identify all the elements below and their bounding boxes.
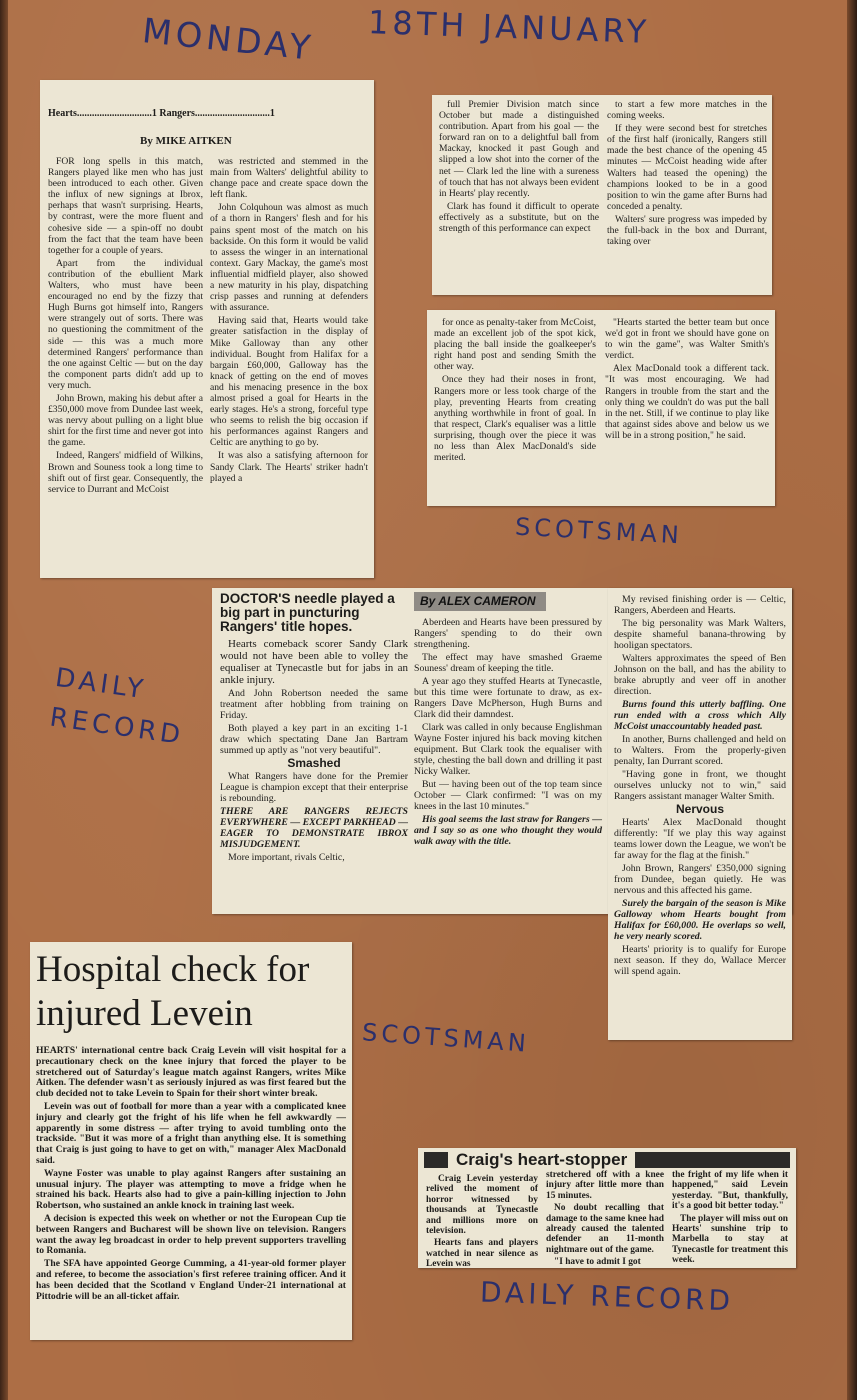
craig-heart-stopper-clipping	[418, 1148, 796, 1268]
paragraph: Levein was out of football for more than a year with a complicated knee injury and clearly got the fright of his life when he fell awkwardly — apparently in some distress — after trying to avoid tumbling onto the trackside. "But it was more of a fright than anything else. It is something that Craig is just going to have to get on with," manager Alex MacDonald said.	[36, 1100, 346, 1166]
paragraph: If they were second best for stretches of the first half (ironically, Rangers still made the best chance of the opening 45 minutes — McCoist heading wide after Walters had teased the opening) the champions looked to be in a good position to win the game after Burns had conceded a penalty.	[607, 123, 767, 212]
paragraph: "I have to admit I got	[554, 1257, 641, 1268]
paragraph: Clark has found it difficult to operate effectively as a substitute, but on the strength of this performance can expect	[439, 200, 599, 235]
handwritten-source-daily	[47, 658, 207, 758]
paragraph: Indeed, Rangers' midfield of Wilkins, Brown and Souness took a long time to shift out of first gear. Consequently, the service to Durrant and McCoist	[48, 450, 203, 495]
paragraph: The SFA have appointed George Cumming, a 41-year-old former player and referee, to become the association's first referee training officer. And it has been decided that the Scotland v England Under-21 international at Pittodrie will be an all-ticket affair.	[36, 1258, 346, 1302]
paragraph: Hearts' Alex MacDonald thought differently: "If we play this way against teams lower down the League, we won't be far away for the flag at the finish."	[614, 817, 786, 861]
byline: By MIKE AITKEN	[140, 135, 232, 147]
paragraph: Hearts comeback scorer Sandy Clark would not have been able to volley the equaliser at Tynecastle but for jabs in an ankle injury.	[220, 638, 408, 686]
paragraph: The big personality was Mark Walters, despite shameful banana-throwing by hooligan spectators.	[614, 618, 786, 651]
subhead-nervous: Nervous	[675, 802, 725, 816]
scotsman-report-clipping-left	[40, 80, 374, 578]
paragraph: the fright of my life when it happened," said Levein yesterday. "But, thankfully, it's a good bit better today."	[672, 1170, 788, 1212]
record-col-1	[220, 592, 408, 865]
paragraph: In another, Burns challenged and held on to Walters. From the properly-given penalty, Ian Durrant scored.	[614, 734, 786, 767]
scotsman-col-1	[48, 156, 203, 497]
scotsman-col-5	[434, 317, 596, 465]
paragraph: Wayne Foster was unable to play against Rangers after sustaining an unusual injury. The player was attempting to move a fridge when he strained his back. Hearts also had to give a pain-killing injection to John Robertson, who sustained an ankle knock in training last week.	[36, 1167, 346, 1212]
italic-paragraph: His goal seems the last straw for Rangers — and I say so as one who thought they would walk away with the title.	[414, 814, 602, 847]
italic-paragraph: Surely the bargain of the season is Mike Galloway whom Hearts bought from Halifax for £60,000. He overlaps so well, he very nearly scored.	[614, 898, 786, 942]
page-left-edge	[0, 0, 8, 1400]
handwritten-day: MONDAY	[140, 11, 317, 69]
paragraph: No doubt recalling that damage to the same knee had already caused the talented defender an 11-month nightmare out of the game.	[546, 1203, 664, 1255]
paragraph: FOR long spells in this match, Rangers played like men who has just been introduced to each other. Given the influx of new signings at Ibrox, perhaps that wasn't surprising. Hearts, by contrast, were the more fluent and cohesive side — a spin-off no doubt from the fact that the team have been together for a couple of years.	[48, 156, 203, 256]
paragraph: What Rangers have done for the Premier League is champion except that their enterprise is rebounding.	[220, 771, 408, 804]
scotsman-report-clipping-mid-right	[427, 310, 775, 506]
paragraph: My revised finishing order is — Celtic, Rangers, Aberdeen and Hearts.	[614, 594, 786, 616]
paragraph: Having said that, Hearts would take greater satisfaction in the display of Mike Galloway than any other individual. Bought from Halifax for a bargain £60,000, Galloway has the knack of getting on the end of moves and his menacing presence in the box almost prised a goal for Hearts in the early stages. He's a strong, forceful type who seems to relish the big occasion if his performances against Rangers and Celtic are anything to go by.	[210, 315, 368, 449]
subhead-smashed: Smashed	[287, 756, 341, 770]
paragraph: A year ago they stuffed Hearts at Tynecastle, but this time were fortunate to draw, as ex-Rangers Dave McPherson, Hugh Burns and Clark did their damndest.	[414, 676, 602, 720]
handwritten-source-scotsman: SCOTSMAN	[514, 512, 684, 550]
scotsman-col-2	[210, 156, 368, 486]
paragraph: Walters' sure progress was impeded by the full-back in the box and Durrant, taking over	[607, 213, 767, 248]
scotsman-col-4	[607, 99, 767, 249]
score-line: Hearts..............................1 Rangers..............................1	[48, 108, 275, 119]
daily-record-label: DAILY RECORD	[47, 662, 186, 752]
scotsman-report-clipping-top-right	[432, 95, 772, 295]
paragraph: It was also a satisfying afternoon for Sandy Clark. The Hearts' striker hadn't played a	[210, 450, 368, 484]
handwritten-date: 18TH JANUARY	[367, 3, 651, 51]
paragraph: And John Robertson needed the same treatment after hobbling from training on Friday.	[220, 688, 408, 721]
paragraph: But — having been out of the top team since October — Clark confirmed: "I was on my knees in the last 10 minutes."	[414, 779, 602, 812]
handwritten-source-scotsman-2: SCOTSMAN	[361, 1018, 531, 1058]
craig-headline: Craig's heart-stopper	[448, 1149, 635, 1171]
paragraph: John Brown, making his debut after a £350,000 move from Dundee last week, was nervy about pulling on a light blue shirt for the first time and never got into the game.	[48, 392, 203, 449]
paragraph: Craig Levein yesterday relived the moment of horror witnessed by thousands at Tynecastle and millions more on television.	[426, 1174, 538, 1237]
paragraph: John Colquhoun was almost as much of a thorn in Rangers' flesh and for his pains spent most of the match on his backside. On this form it would be valid to assess the winger in an international context. Gary Mackay, the game's most influential midfield player, also showed a new maturity in his play, dispatching crisp passes and running at defenders with assurance.	[210, 202, 368, 314]
record-col-2	[414, 592, 602, 849]
paragraph: Alex MacDonald took a different tack. "It was most encouraging. We had Rangers in trouble from the start and the only thing we couldn't do was put the ball in the net. Still, if we continue to play like that against sides above and below us we will be in a strong position," he said.	[605, 363, 769, 441]
paragraph: Clark was called in only because Englishman Wayne Foster injured his back moving kitchen equipment. But Clark took the equaliser with style, chesting the ball down and drilling it past Nicky Walker.	[414, 722, 602, 777]
hospital-body	[36, 1046, 346, 1304]
scotsman-col-3	[439, 99, 599, 236]
paragraph: HEARTS' international centre back Craig Levein will visit hospital for a precautionary check on the knee injury that forced the player to be stretchered out of Saturday's league match against Rangers, writes Mike Aitken. The defender wasn't as seriously injured as was first feared but the club decided not to take Levein to Spain for their short winter break.	[36, 1045, 346, 1100]
record-byline-box	[414, 592, 546, 611]
scotsman-col-6	[605, 317, 769, 443]
paragraph: The effect may have smashed Graeme Souness' dream of keeping the title.	[414, 652, 602, 674]
caps-paragraph: THERE ARE RANGERS REJECTS EVERYWHERE — EXCEPT PARKHEAD — EAGER TO DEMONSTRATE IBROX MISJUDGEMENT.	[220, 806, 409, 850]
hospital-check-clipping	[30, 942, 352, 1340]
handwritten-source-daily-2: DAILY RECORD	[479, 1275, 735, 1318]
record-headline	[220, 592, 408, 634]
paragraph: Aberdeen and Hearts have been pressured by Rangers' spending to do their own strengthening.	[414, 617, 602, 650]
headline-text: DOCTOR'S needle played a big part in puncturing Rangers' title hopes.	[220, 591, 395, 634]
paragraph: full Premier Division match since October but made a distinguished contribution. Apart from his goal — the forward ran on to a delightful ball from Mackay, knocked it past Gough and slipped a low shot into the corner of the net — Clark led the line with a sureness of touch that has not always been evident in Hearts' play recently.	[439, 99, 599, 199]
paragraph: Walters approximates the speed of Ben Johnson on the ball, and has the ability to brake abruptly and veer off in another direction.	[614, 653, 786, 697]
paragraph: "Hearts started the better team but once we'd got in front we should have gone on to win the game", was Walter Smith's verdict.	[605, 317, 769, 362]
paragraph: for once as penalty-taker from McCoist, made an excellent job of the spot kick, placing the ball inside the goalkeeper's right hand post and sending Smith the other way.	[434, 317, 596, 373]
hospital-headline: Hospital check for injured Levein	[36, 949, 310, 1034]
paragraph: Apart from the individual contribution of the ebullient Mark Walters, who must have been encouraged no end by the fizzy that Hugh Burns got himself into, Rangers were strangely out of sorts. There was no questioning the commitment of the side — this was a much more determined Rangers' performance than the one against Celtic — but on the day the component parts didn't add up to very much.	[48, 257, 203, 391]
paragraph: "Having gone in front, we thought ourselves unlucky not to win," said Rangers assistant manager Walter Smith.	[614, 769, 786, 802]
paragraph: Hearts fans and players watched in near silence as Levein was	[426, 1238, 538, 1268]
paragraph: More important, rivals Celtic,	[228, 852, 345, 863]
paragraph: Both played a key part in an exciting 1-1 draw which spectating Dane Jan Bartram summed up aptly as "not very beautiful".	[220, 723, 408, 756]
paragraph: Once they had their noses in front, Rangers more or less took charge of the play, preventing Hearts from creating anything worthwhile in front of goal. In that respect, Clark's equaliser was a little surprising, though over the piece it was no less than Alex MacDonald's side merited.	[434, 374, 596, 464]
page-right-edge	[847, 0, 857, 1400]
paragraph: Hearts' priority is to qualify for Europe next season. If they do, Wallace Mercer will spend again.	[614, 944, 786, 977]
paragraph: A decision is expected this week on whether or not the European Cup tie between Rangers and Bucharest will be shown live on television. Rangers want the away leg broadcast in order to help prevent supporters travelling to Romania.	[36, 1212, 346, 1257]
paragraph: The player will miss out on Hearts' sunshine trip to Marbella to stay at Tynecastle for treatment this week.	[672, 1213, 788, 1266]
craig-col-2	[546, 1170, 664, 1268]
paragraph: was restricted and stemmed in the main from Walters' delightful ability to change pace and create space down the left flank.	[210, 156, 368, 201]
daily-record-report-right-column	[608, 588, 792, 1040]
byline: By ALEX CAMERON	[420, 594, 536, 608]
paragraph: to start a few more matches in the coming weeks.	[607, 99, 767, 122]
paragraph: John Brown, Rangers' £350,000 signing from Dundee, began quietly. He was nervous and this affected his game.	[614, 863, 786, 896]
craig-col-3	[672, 1170, 788, 1268]
craig-col-1	[426, 1174, 538, 1268]
paragraph: stretchered off with a knee injury after little more than 15 minutes.	[546, 1170, 664, 1201]
record-col-3	[614, 594, 786, 979]
italic-paragraph: Burns found this utterly baffling. One run ended with a cross which Ally McCoist unaccountably headed past.	[614, 699, 786, 732]
